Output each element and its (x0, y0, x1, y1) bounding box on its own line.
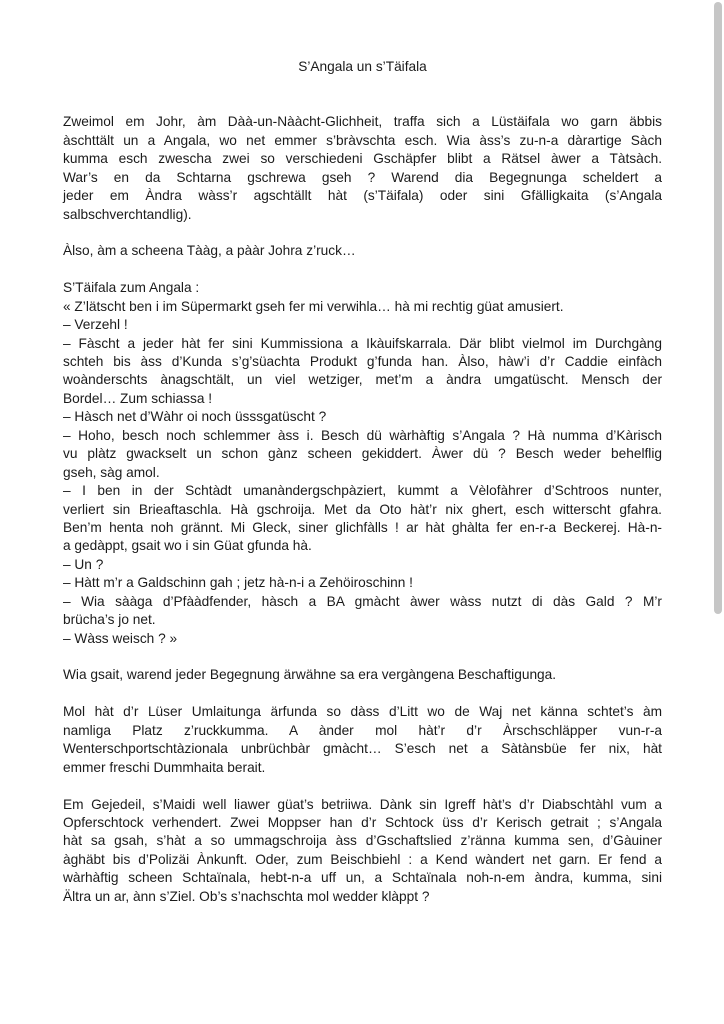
text-line: Ältra un ar, ànn s’Ziel. Ob’s s’nachschta mol wedder klàppt ? (63, 888, 430, 904)
paragraph-dialogue-9 (63, 593, 662, 630)
text-line: brücha’s jo net. (63, 612, 156, 628)
text-line: àghäbt bis d’Polizäi Ànkunft. Oder, zum Beischbiehl : a Kend wàndert net garn. Er fend a (63, 851, 662, 867)
paragraph-also (63, 242, 662, 260)
text-line: emmer freschi Dummhaita berait. (63, 759, 266, 775)
paragraph-dialogue-10 (63, 630, 662, 648)
text-line: « Z’lätscht ben i im Süpermarkt gseh fer mi verwihla… hà mi rechtig güat amusiert. (63, 298, 564, 314)
paragraph-summary (63, 666, 662, 684)
text-line: – Wia sààga d’Pfààdfender, hàsch a BA gmàcht àwer wàss nutzt di dàs Gald ? M’r (63, 593, 662, 609)
paragraph-dialogue-6 (63, 482, 662, 556)
paragraph-gejedeil (63, 796, 662, 907)
text-line: woànderschts ànagschtält, un viel wetziger, met’m a àndra umgatüscht. Mensch der (63, 372, 662, 388)
text-line: Zweimol em Johr, àm Dàà-un-Nààcht-Glichheit, traffa sich a Lüstäifala wo garn äbbis (63, 114, 662, 130)
text-line: Opferschtock verhendert. Zwei Moppser han d’r Schtock üss d’r Kerisch getrait ; s’Angala (63, 814, 662, 830)
text-line: – I ben in der Schtàdt umanàndergschpàziert, kummt a Vèlofàhrer d’Schtroos nunter, (63, 483, 662, 499)
paragraph-intro (63, 113, 662, 224)
text-line: Bordel… Zum schiassa ! (63, 390, 213, 406)
paragraph-dialogue-5 (63, 427, 662, 482)
text-line: – Un ? (63, 556, 104, 572)
text-line: jeder em Àndra wàss’r agschtällt hàt (s’Täifala) oder sini Gfälligkaita (s’Angala (63, 188, 662, 204)
paragraph-dialogue-7 (63, 556, 662, 574)
text-line: – Hàsch net d’Wàhr oi noch üsssgatüscht ? (63, 409, 327, 425)
document-body (63, 113, 662, 906)
text-line: àschttält un a Angala, wo net emmer s’bràvschta esch. Wia àss’s zu-n-a dàrartige Sàch (63, 132, 662, 148)
text-line: Em Gejedeil, s’Maidi well liawer güat’s betriiwa. Dànk sin Igreff hàt’s d’r Diabschtàhl vum a (63, 796, 662, 812)
text-line: Wia gsait, warend jeder Begegnung ärwähne sa era vergàngena Beschaftigunga. (63, 667, 557, 683)
text-line: hàt sa gsah, s’hàt a so ummagschroija àss d’Gschaftslied z’ränna kumma sen, d’Gàuiner (63, 833, 662, 849)
text-line: namliga Platz z’ruckkumma. A ànder mol hàt’r d’r Àrschschläpper vun-r-a (63, 722, 662, 738)
text-line: a gedàppt, gsait wo i sin Güat gfunda hà. (63, 538, 312, 554)
paragraph-dialogue-4 (63, 408, 662, 426)
paragraph-dialogue-8 (63, 574, 662, 592)
text-line: verliert sin Brieaftaschla. Hà gschroija. Met da Oto hàt’r nix ghert, esch witterscht gfahra. (63, 501, 662, 517)
text-line: wàrhàftig scheen Schtaïnala, hebt-n-a uff un, a Schtaïnala noh-n-em àndra, kumma, sini (63, 870, 662, 886)
text-line: – Fàscht a jeder hàt fer sini Kummissiona a Ikàuifskarrala. Där blibt vielmol im Durchgàng (63, 335, 662, 351)
document-page (63, 58, 662, 906)
text-line: – Hoho, besch noch schlemmer àss i. Besch dü wàrhàftig s’Angala ? Hà numma d’Kàrisch (63, 427, 662, 443)
text-line: Mol hàt d’r Lüser Umlaitunga ärfunda so dàss d’Litt wo de Waj net känna schtet’s àm (63, 704, 662, 720)
paragraph-dialogue-1 (63, 298, 662, 316)
document-title: S’Angala un s’Täifala (298, 59, 427, 74)
text-line: Ben’m henta noh grännt. Mi Gleck, siner glichfàlls ! ar hàt ghàlta fer en-r-a Beckerej. Hà-n- (63, 519, 662, 535)
text-line: kumma esch zwescha zwei so verschiedeni Gschäpfer blibt a Rätsel àwer a Tàtsàch. (63, 151, 662, 167)
text-line: Àlso, àm a scheena Tààg, a pààr Johra z’ruck… (63, 243, 356, 259)
text-line: salbschverchtandlig). (63, 206, 192, 222)
scrollbar-thumb[interactable] (714, 2, 722, 614)
paragraph-dialogue-intro (63, 279, 662, 297)
text-line: War’s en da Schtarna gschrewa gseh ? Warend dia Begegnunga scheldert a (63, 169, 662, 185)
scrollbar-track[interactable] (712, 0, 724, 1024)
text-line: S’Täifala zum Angala : (63, 280, 200, 296)
paragraph-luser (63, 703, 662, 777)
text-line: gseh, sàg amol. (63, 464, 160, 480)
text-line: Wenterschportschtàzionala unbrüchbàr gmàcht… S’esch net a Sàtànsbüe fer nix, hàt (63, 741, 662, 757)
text-line: – Hàtt m’r a Galdschinn gah ; jetz hà-n-i a Zehöiroschinn ! (63, 575, 413, 591)
text-line: – Wàss weisch ? » (63, 630, 178, 646)
text-line: – Verzehl ! (63, 317, 128, 333)
text-line: vu plàtz gwackselt un schon gànz scheen gekiddert. Àwer dü ? Besch weder behelflig (63, 446, 662, 462)
paragraph-dialogue-2 (63, 316, 662, 334)
text-line: schteh bis àss d’Kunda s’g’süachta Produkt g’funda han. Àlso, hàw’i d’r Caddie einfàch (63, 354, 662, 370)
paragraph-dialogue-3 (63, 335, 662, 409)
